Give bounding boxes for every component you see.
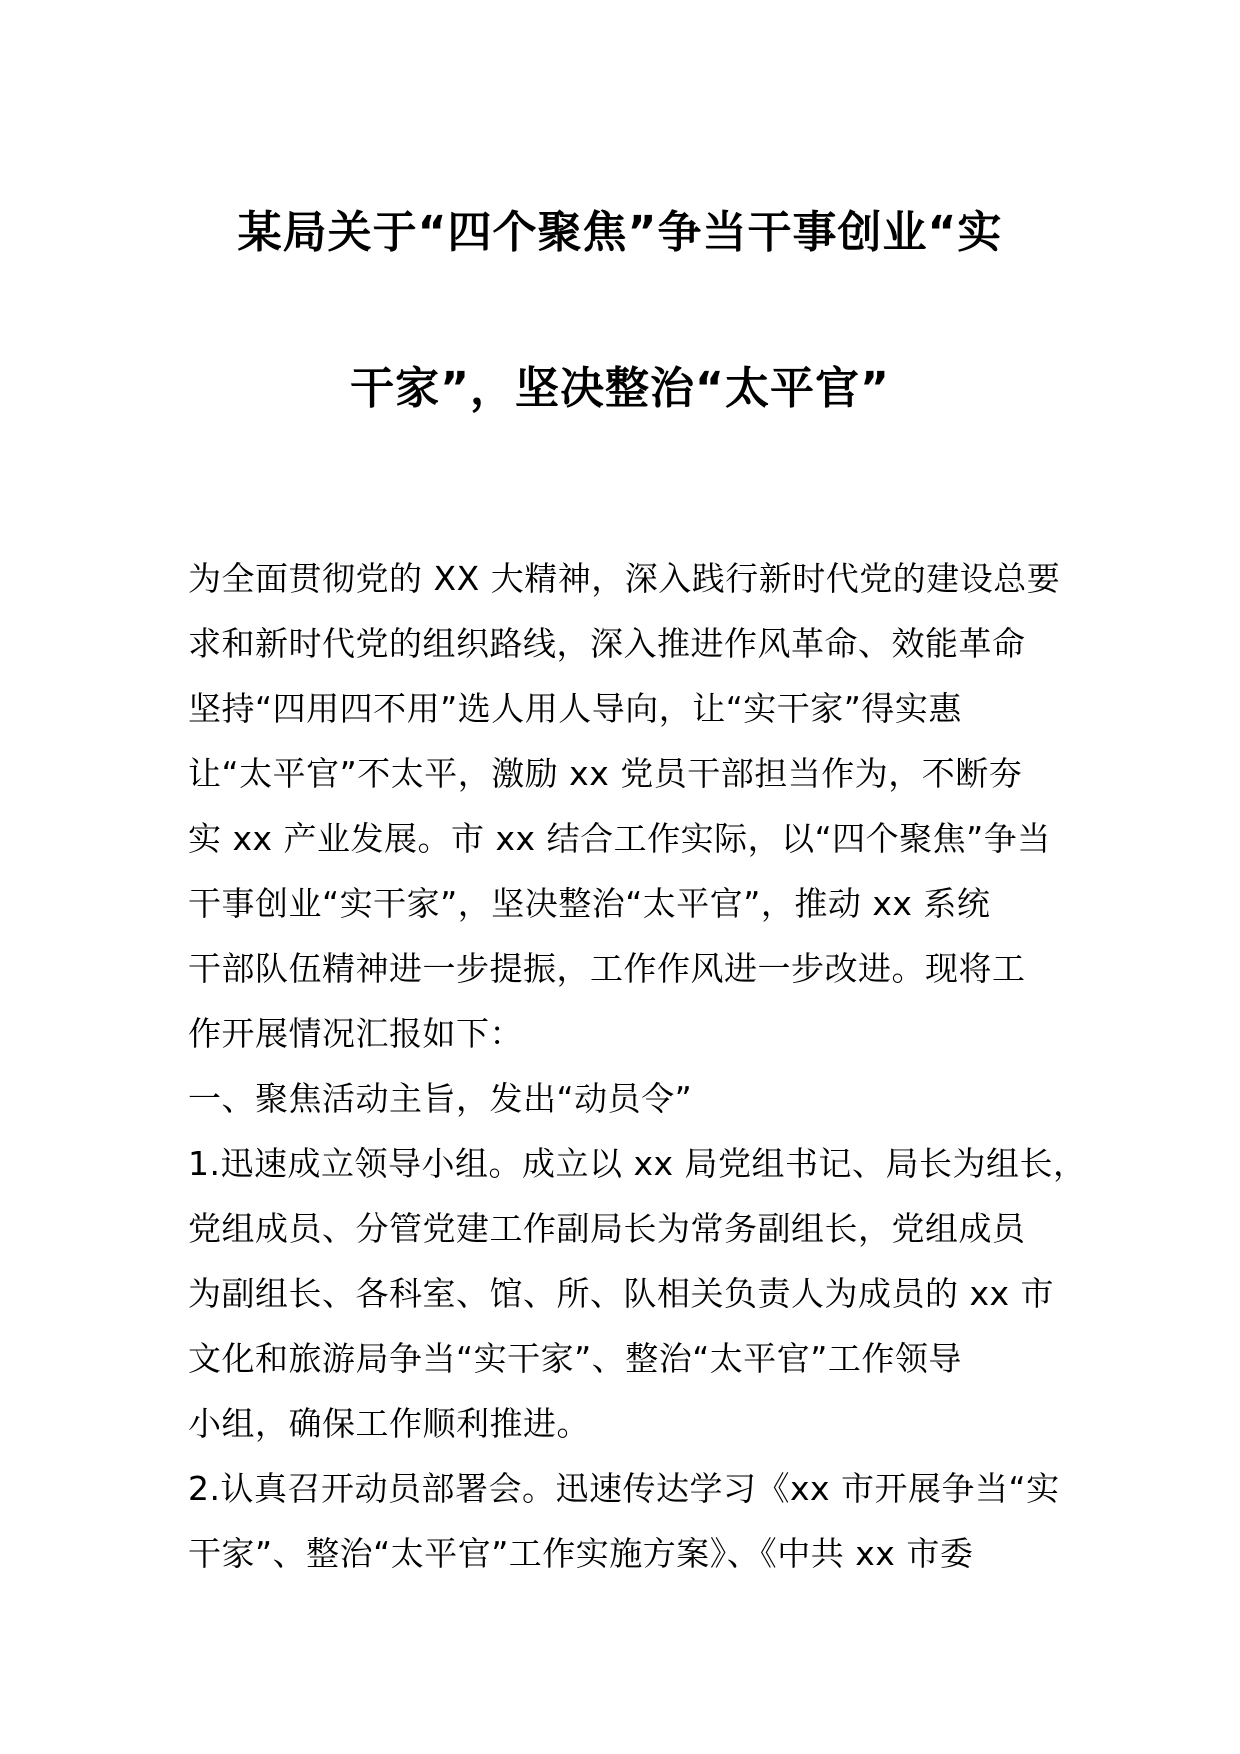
body-line: 1.迅速成立领导小组。成立以 xx 局党组书记、局长为组长， [188, 1144, 1087, 1183]
body-line: 党组成员、分管党建工作副局长为常务副组长，党组成员 [188, 1209, 1026, 1248]
body-line: 为全面贯彻党的 XX 大精神，深入践行新时代党的建设总要 [188, 559, 1061, 598]
body-line: 让“太平官”不太平，激励 xx 党员干部担当作为，不断夯 [188, 754, 1023, 793]
body-line: 为副组长、各科室、馆、所、队相关负责人为成员的 xx 市 [188, 1274, 1055, 1313]
body-line: 文化和旅游局争当“实干家”、整治“太平官”工作领导 [188, 1339, 962, 1378]
document-body [188, 546, 1088, 1586]
body-line: 2.认真召开动员部署会。迅速传达学习《xx 市开展争当“实 [188, 1469, 1060, 1508]
body-line: 干家”、整治“太平官”工作实施方案》、《中共 xx 市委 [188, 1534, 974, 1573]
body-line: 干部队伍精神进一步提振，工作作风进一步改进。现将工 [188, 949, 1026, 988]
body-line: 求和新时代党的组织路线，深入推进作风革命、效能革命 [188, 624, 1026, 663]
body-line: 坚持“四用四不用”选人用人导向，让“实干家”得实惠 [188, 689, 962, 728]
section-heading: 一、聚焦活动主旨，发出“动员令” [188, 1079, 693, 1118]
body-line: 干事创业“实干家”，坚决整治“太平官”，推动 xx 系统 [188, 884, 991, 923]
document-title-line-1: 某局关于“四个聚焦”争当干事创业“实 [237, 207, 1003, 258]
body-line: 小组，确保工作顺利推进。 [188, 1404, 590, 1443]
body-line: 实 xx 产业发展。市 xx 结合工作实际，以“四个聚焦”争当 [188, 819, 1051, 858]
body-line: 作开展情况汇报如下： [188, 1014, 523, 1053]
document-title-line-2: 干家”，坚决整治“太平官” [350, 363, 890, 414]
